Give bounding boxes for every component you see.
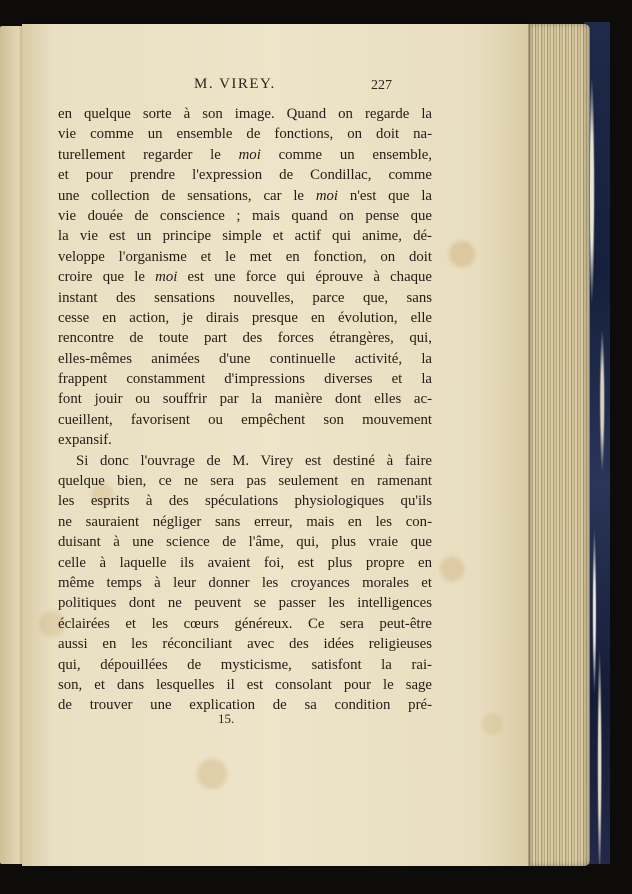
body-text: [58, 104, 432, 716]
running-head-title: M. VIREY.: [194, 76, 276, 92]
text-line: politiques dont ne peuvent se passer les intelligences: [58, 595, 432, 612]
text-line: en quelque sorte à son image. Quand on regarde la: [58, 106, 432, 122]
text-line: turellement regarder le moi comme un ensemble,: [58, 146, 432, 163]
text-line: Si donc l'ouvrage de M. Virey est destiné à faire: [76, 452, 432, 469]
text-line: croire que le moi est une force qui éprouve à chaque: [58, 269, 432, 286]
text-line: ne sauraient négliger sans erreur, mais en les con-: [58, 513, 432, 530]
text-line: font jouir ou souffrir par la manière dont elles ac-: [58, 391, 432, 408]
text-line: les esprits à des spéculations physiologiques qu'ils: [58, 493, 432, 510]
page-number: 227: [371, 78, 392, 93]
text-line: quelque bien, ce ne sera pas seulement en ramenant: [58, 473, 432, 490]
text-line: la vie est un principe simple et actif qui anime, dé-: [58, 228, 432, 245]
text-line: duisant à une science de l'âme, qui, plus vraie que: [58, 534, 432, 551]
text-line: aussi en les réconciliant avec des idées religieuses: [58, 636, 432, 653]
text-line: cesse en action, je dirais presque en évolution, elle: [58, 309, 432, 326]
text-line: elles-mêmes animées d'une continuelle activité, la: [58, 350, 432, 367]
text-line: qui, dépouillées de mysticisme, satisfont la rai-: [58, 656, 432, 673]
text-line: rencontre de toute part des forces étrangères, qui,: [58, 330, 432, 347]
text-line: une collection de sensations, car le moi n'est que la: [58, 187, 432, 204]
text-line: même temps à leur donner les croyances morales et: [58, 574, 432, 591]
text-line: de trouver une explication de sa condition pré-: [58, 697, 432, 714]
page-block-edges: [518, 24, 590, 866]
paragraph-1: [58, 104, 432, 451]
text-line: veloppe l'organisme et le met en fonction, on doit: [58, 248, 432, 265]
paragraph-2: [58, 451, 432, 716]
signature-mark: 15.: [218, 711, 235, 726]
text-line: vie comme un ensemble de fonctions, on doit na-: [58, 126, 432, 143]
text-line: instant des sensations nouvelles, parce que, sans: [58, 289, 432, 306]
text-line: son, et dans lesquelles il est consolant pour le sage: [58, 676, 432, 693]
text-line: frappent constamment d'impressions diverses et la: [58, 371, 432, 388]
text-line: vie douée de conscience ; mais quand on pense que: [58, 207, 432, 224]
text-line: cueillent, favorisent ou empêchent son mouvement: [58, 411, 432, 428]
text-line: et pour prendre l'expression de Condillac, comme: [58, 167, 432, 184]
text-line: expansif.: [58, 432, 112, 449]
text-line: éclairées et les cœurs généreux. Ce sera peut-être: [58, 615, 432, 632]
book-page: [22, 24, 528, 866]
running-head: [22, 76, 528, 98]
text-line: celle à laquelle ils avaient foi, est plus propre en: [58, 554, 432, 571]
